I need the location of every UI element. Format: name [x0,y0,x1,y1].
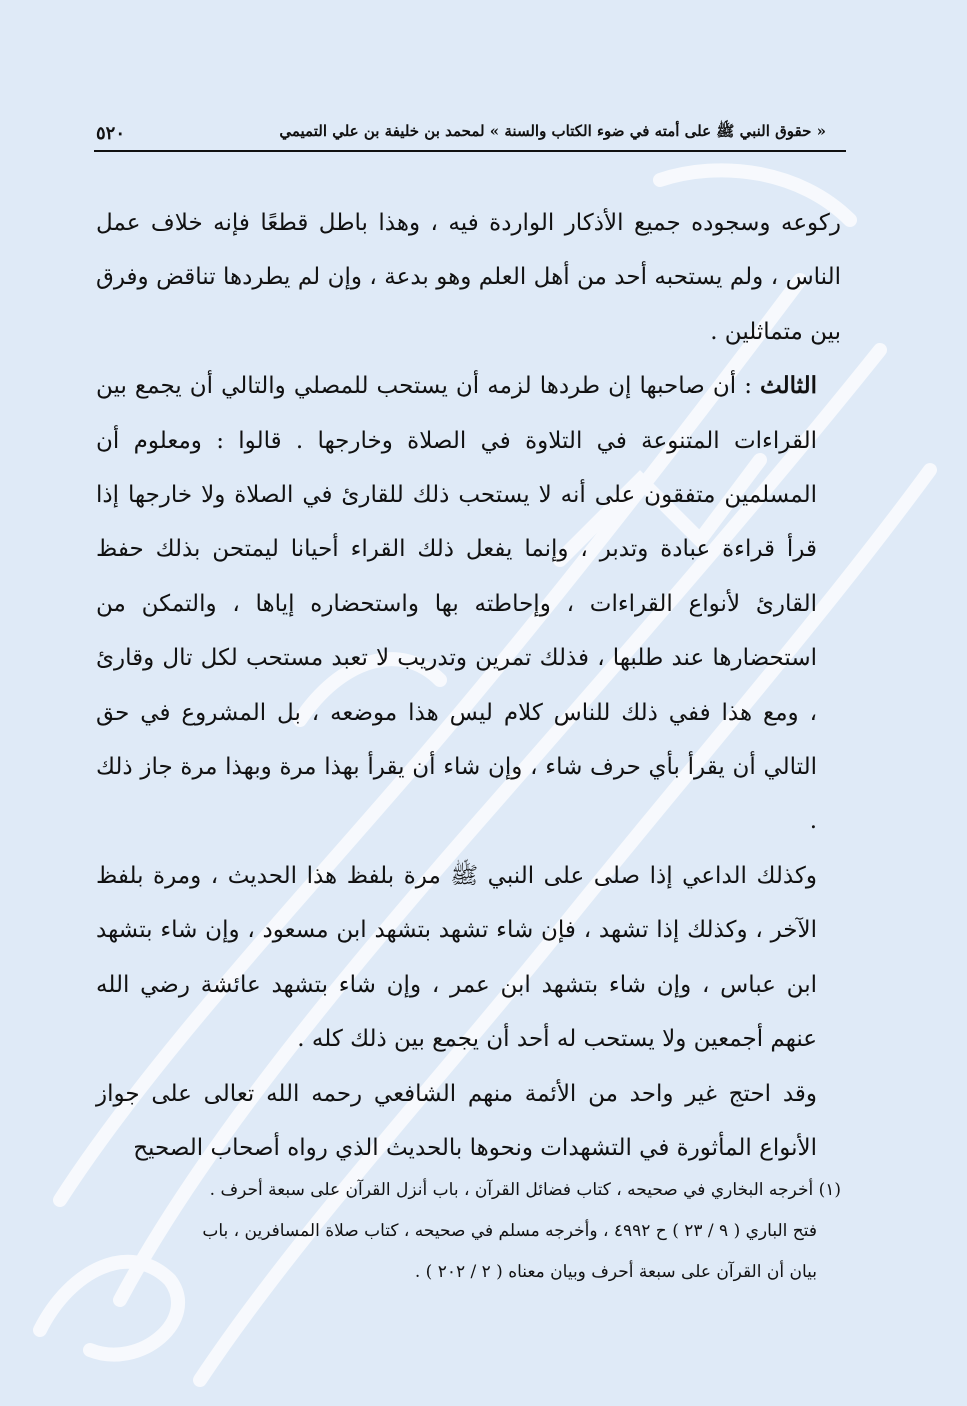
footnotes [96,1170,841,1293]
header-rule [94,150,846,152]
paragraph-3: وكذلك الداعي إذا صلى على النبي ﷺ مرة بلفظ هذا الحديث ، ومرة بلفظ الآخر ، وكذلك إذا تشهد ، فإن شاء تشهد بتشهد ابن مسعود ، وإن شاء بتشهد ابن عباس ، وإن شاء بتشهد ابن عمر ، وإن شاء بتشهد عائشة رضي الله عنهم أجمعين ولا يستحب له أحد أن يجمع بين ذلك كله . [96,862,817,1053]
footnote-1-line-3: بيان أن القرآن على سبعة أحرف وبيان معناه ( ٢ / ٢٠٢ ) . [414,1262,817,1282]
page-number: ٥٢٠ [96,122,126,144]
section-label: الثالث [760,372,817,400]
running-title: « حقوق النبي ﷺ على أمته في ضوء الكتاب والسنة » لمحمد بن خليفة بن علي التميمي [279,122,826,140]
paragraph-2 [96,359,841,849]
paragraph-2-text: : أن صاحبها إن طردها لزمه أن يستحب للمصلي والتالي أن يجمع بين القراءات المتنوعة في التلاوة في الصلاة وخارجها . قالوا : ومعلوم أن المسلمين متفقون على أنه لا يستحب ذلك للقارئ في الصلاة ولا خارجها إذا قرأ قراءة عبادة وتدبر ، وإنما يفعل ذلك القراء أحيانا ليمتحن بذلك حفظ القارئ لأنواع القراءات ، وإحاطته بها واستحضاره إياها ، والتمكن من استحضارها عند طلبها ، فذلك تمرين وتدريب لا تعبد مستحب لكل تال وقارئ ، ومع هذا ففي ذلك للناس كلام ليس هذا موضعه ، بل المشروع في حق التالي أن يقرأ بأي حرف شاء ، وإن شاء أن يقرأ بهذا مرة وبهذا مرة جاز ذلك . [96,373,818,835]
running-header [96,118,844,148]
footnote-1-line-2: فتح الباري ( ٩ / ٢٣ ) ح ٤٩٩٢ ، وأخرجه مسلم في صحيحه ، كتاب صلاة المسافرين ، باب [202,1221,817,1241]
paragraph-4: وقد احتج غير واحد من الأئمة منهم الشافعي رحمه الله تعالى على جواز الأنواع المأثورة في التشهدات ونحوها بالحديث الذي رواه أصحاب الصحيح [96,1080,817,1161]
paragraph-1: ركوعه وسجوده جميع الأذكار الواردة فيه ، وهذا باطل قطعًا فإنه خلاف عمل الناس ، ولم يستحبه أحد من أهل العلم وهو بدعة ، وإن لم يطردها تناقض وفرق بين متماثلين . [96,210,841,345]
main-text [96,196,841,1175]
footnote-1-line-1: (١) أخرجه البخاري في صحيحه ، كتاب فضائل القرآن ، باب أنزل القرآن على سبعة أحرف . [209,1180,841,1200]
